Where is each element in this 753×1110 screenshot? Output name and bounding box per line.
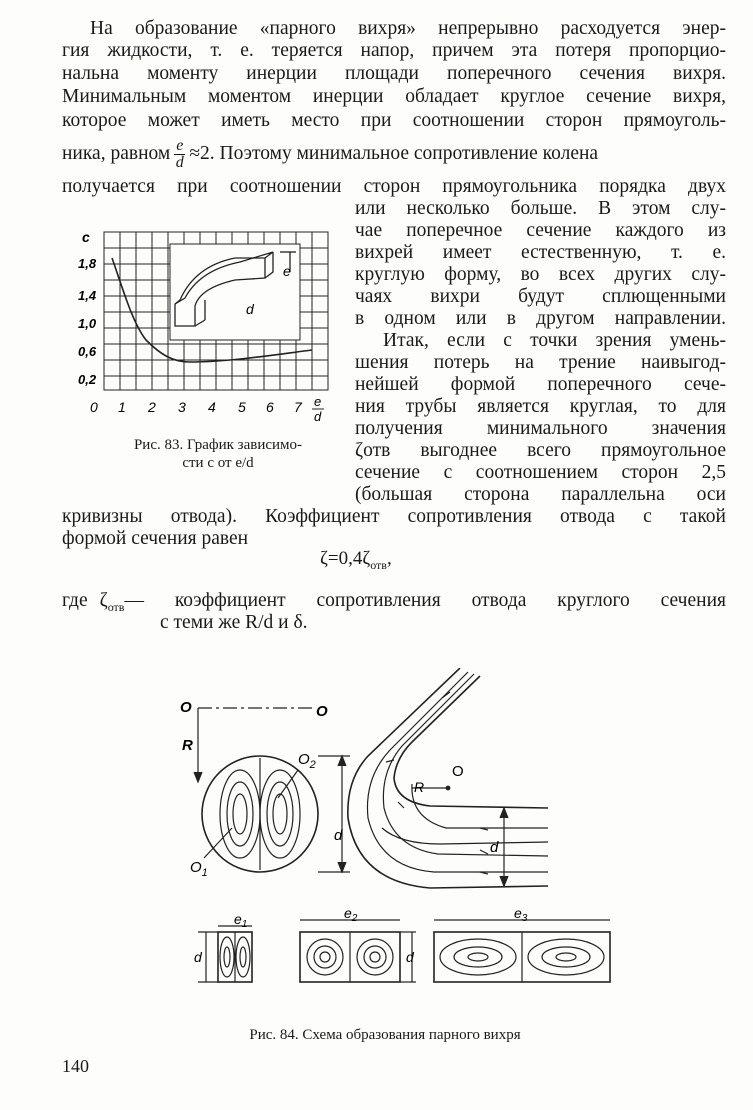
label-e2-main: e — [344, 905, 352, 921]
x-tick: 4 — [208, 399, 216, 415]
label-R-bend: R — [414, 779, 425, 795]
x-tick: 2 — [148, 399, 156, 415]
figure-84-caption: Рис. 84. Схема образования парного вихря — [249, 1027, 521, 1043]
label-R: R — [182, 737, 193, 754]
label-e1-main: e — [234, 911, 242, 927]
x-tick: 7 — [294, 399, 302, 415]
x-tick: 3 — [178, 399, 186, 415]
paragraph-line: получается при соотношении сторон прямоугольника порядка двух — [62, 176, 726, 197]
label-O-bend: O — [452, 763, 464, 780]
figure-83-caption — [88, 436, 348, 472]
x-axis-label-num: e — [314, 394, 322, 409]
label-e3-sub: 3 — [521, 913, 528, 924]
formula — [320, 548, 392, 573]
label-d-rect1: d — [194, 949, 202, 965]
formula-lhs: ζ=0,4ζ — [320, 548, 371, 569]
x-tick: 6 — [266, 399, 274, 415]
paragraph-line: которое может иметь место при соотношении сторон прямоуголь- — [62, 110, 726, 131]
ratio-text-before: ника, равном — [62, 143, 171, 164]
label-O2-main: O — [298, 751, 310, 768]
where-line-2: с теми же R/d и δ. — [160, 612, 308, 633]
right-column-line: сечение с соотношением сторон 2,5 — [355, 462, 726, 483]
label-e1-sub: 1 — [241, 919, 248, 930]
paragraph-line: На образование «парного вихря» непрерывно расходуется энер- — [90, 18, 726, 39]
right-column-line: Итак, если с точки зрения умень- — [383, 330, 726, 351]
circle-section — [194, 708, 350, 872]
label-e1 — [234, 911, 247, 930]
right-column-line: или несколько больше. В этом слу- — [355, 198, 726, 219]
right-column-line: (большая сторона параллельна оси — [355, 484, 726, 505]
label-d-rect2: d — [406, 949, 414, 965]
right-column-line: получения минимального значения — [355, 418, 726, 439]
x-tick: 0 — [90, 399, 98, 415]
inset-label-d: d — [246, 301, 254, 317]
right-column-line: чаях вихри будут сплющенными — [355, 286, 726, 307]
ratio-fraction — [174, 138, 185, 171]
label-O-right: O — [316, 703, 328, 720]
right-column-line: ζотв выгоднее всего прямоугольное — [355, 440, 726, 461]
y-tick: 1,4 — [78, 288, 97, 303]
label-d-bend: d — [490, 839, 499, 856]
label-e2 — [344, 905, 358, 924]
ratio-numerator: e — [176, 137, 184, 155]
inset-label-e: e — [283, 263, 291, 279]
label-O1 — [190, 859, 208, 879]
y-axis-label: c — [82, 229, 90, 245]
y-tick: 1,8 — [78, 256, 97, 271]
label-O2 — [298, 751, 316, 771]
rect-sections — [198, 920, 610, 982]
where-prefix: где — [62, 590, 88, 611]
x-tick: 5 — [238, 399, 246, 415]
label-O1-main: O — [190, 859, 202, 876]
right-column-line: нейшей формой поперечного сече- — [355, 374, 726, 395]
label-O-left: O — [180, 699, 192, 716]
right-column-line: ния трубы является круглая, то для — [355, 396, 726, 417]
paragraph-line: гия жидкости, т. е. теряется напор, причем эта потеря пропорцио- — [62, 40, 726, 61]
x-tick-labels — [90, 399, 303, 415]
figure-84-diagram — [150, 668, 620, 988]
right-column-line: чае поперечное сечение каждого из — [355, 220, 726, 241]
page-number: 140 — [62, 1056, 89, 1076]
ratio-line — [62, 136, 726, 172]
label-e2-sub: 2 — [351, 913, 358, 924]
paragraph-line: нальна моменту инерции площади поперечного сечения вихря. — [62, 63, 726, 84]
figure-83-graph — [60, 222, 345, 422]
where-sub: отв — [107, 599, 125, 614]
right-column-line: круглую форму, во всех других слу- — [355, 264, 726, 285]
x-axis-label-den: d — [314, 409, 322, 422]
figure-83-caption-line1: Рис. 83. График зависимо- — [133, 437, 303, 453]
label-e3 — [514, 905, 528, 924]
paragraph-line: формой сечения равен — [62, 528, 249, 549]
y-tick: 0,2 — [78, 372, 97, 387]
paragraph-line: Минимальным моментом инерции обладает круглое сечение вихря, — [62, 86, 726, 107]
x-tick: 1 — [118, 399, 126, 415]
y-tick-labels — [78, 256, 97, 387]
right-column-line: вихрей имеет естественную, т. е. — [355, 242, 726, 263]
label-e3-main: e — [514, 905, 522, 921]
label-O2-sub: 2 — [309, 759, 316, 771]
right-column-line: шения потерь на трение наивыгод- — [355, 352, 726, 373]
label-O1-sub: 1 — [201, 867, 208, 879]
where-zeta: ζ — [99, 590, 108, 611]
y-tick: 1,0 — [78, 316, 97, 331]
figure-83-caption-line2: сти c от e/d — [182, 455, 254, 471]
label-d-circle: d — [334, 827, 343, 844]
ratio-text-after: ≈2. Поэтому минимальное сопротивление колена — [189, 143, 599, 164]
bend-drawing — [348, 668, 548, 888]
formula-end: , — [386, 548, 392, 569]
where-text1: — коэффициент сопротивления отвода круглого сечения — [124, 590, 726, 611]
formula-sub: отв — [370, 557, 387, 572]
right-column-line: в одном или в другом направлении. — [355, 308, 726, 329]
y-tick: 0,6 — [78, 344, 97, 359]
ratio-denominator: d — [175, 154, 184, 172]
paragraph-line: кривизны отвода). Коэффициент сопротивления отвода с такой — [62, 506, 726, 527]
